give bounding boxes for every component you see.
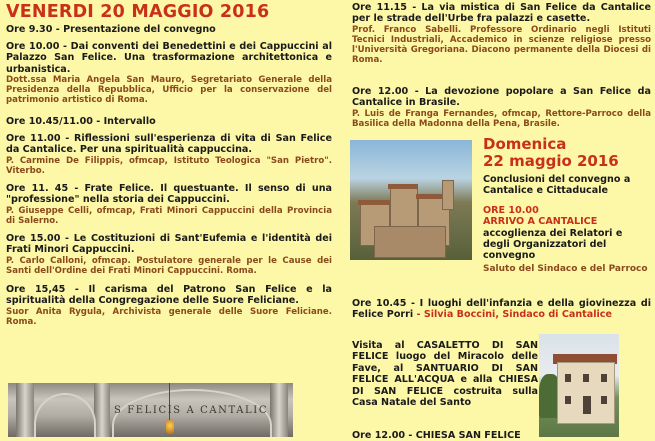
item-time: Ore 9.30 — [6, 24, 53, 35]
stone-altar-photo — [8, 383, 293, 437]
speaker-text: Suor Anita Rygula, Archivista generale delle Suore Feliciane. Roma. — [6, 306, 332, 327]
item-time: Ore 10.45/11.00 — [6, 116, 93, 127]
item-text: - Presentazione del convegno — [52, 24, 216, 35]
item-text: - La devozione popolare a San Felice da Cantalice in Brasile. — [352, 86, 651, 109]
item-time: Ore 11.15 — [352, 2, 407, 13]
day-title-friday: VENERDI 20 MAGGIO 2016 — [6, 2, 270, 22]
item-time: Ore 10.45 — [352, 298, 407, 309]
casaletto-house-photo — [539, 334, 619, 437]
last-line: Ore 12.00 - CHIESA SAN FELICE — [352, 430, 521, 441]
item-text: - Dai conventi dei Benedettini e dei Cappuccini al Palazzo San Felice. Una trasformazione architettonica e urbanistica. — [6, 41, 332, 75]
item-time: Ore 10.00 — [6, 41, 60, 52]
arrival-text: accoglienza dei Relatori e degli Organizzatori del convegno — [483, 227, 623, 262]
item-text: - Il carisma del Patrono San Felice e la spiritualità della Congregazione delle Suore Feliciane. — [6, 284, 332, 307]
speaker-text: Prof. Franco Sabelli. Professore Ordinario negli Istituti Tecnici Industriali, Accademico in scienze religiose presso l'Università Gregoriana. Diacono permanente della Diocesi di Roma. — [352, 24, 651, 65]
speaker-text: P. Giuseppe Celli, ofmcap, Frati Minori Cappuccini della Provincia di Salerno. — [6, 205, 332, 226]
speaker-text: P. Carlo Calloni, ofmcap. Postulatore generale per le Cause dei Santi dell'Ordine dei Frati Minori Cappuccini. Roma. — [6, 255, 332, 276]
item-text: - Riflessioni sull'esperienza di vita di San Felice da Cantalice. Per una spiritualità cappuccina. — [6, 133, 332, 156]
item-time: Ore 15.00 — [6, 233, 61, 244]
program-item-1500 — [6, 233, 332, 276]
visit-text: Visita al CASALETTO DI SAN FELICE luogo del Miracolo delle Fave, al SANTUARIO DI SAN FELICE ALL'ACQUA e alla CHIESA DI SAN FELICE costruita sulla Casa Natale del Santo — [352, 340, 538, 409]
photo-inscription: S FELICIS A CANTALIC — [114, 405, 269, 416]
speaker-text: Dott.ssa Maria Angela San Mauro, Segretariato Generale della Presidenza della Repubblica, Ufficio per la conservazione del patrimonio artistico di Roma. — [6, 75, 332, 106]
arrival-time: ORE 10.00 — [483, 204, 539, 216]
program-item-1045 — [352, 298, 651, 321]
sunday-header — [483, 136, 653, 170]
item-text: - Intervallo — [92, 116, 156, 127]
hanging-lamp-icon — [166, 420, 174, 434]
program-item-0930 — [6, 24, 332, 35]
day-name-sunday: Domenica — [483, 135, 567, 153]
cantalice-village-photo — [350, 140, 472, 260]
speaker-text: P. Luis de Franga Fernandes, ofmcap, Rettore-Parroco della Basilica della Madonna della Pena, Brasile. — [352, 108, 651, 129]
item-time: Ore 12.00 — [352, 86, 409, 97]
item-time: Ore 11. 45 — [6, 183, 69, 194]
item-text: - Frate Felice. Il questuante. Il senso di una "professione" nella storia dei Cappuccini. — [6, 183, 333, 206]
item-text: - I luoghi dell'infanzia e della giovinezza di Felice Porri — [352, 298, 651, 321]
program-item-1145 — [6, 183, 332, 226]
program-item-1115 — [352, 2, 651, 65]
arrival-title: ARRIVO A CANTALICE — [483, 216, 598, 228]
program-item-1545 — [6, 284, 332, 327]
item-speaker: - Silvia Boccini, Sindaco di Cantalice — [413, 309, 612, 321]
day-date-sunday: 22 maggio 2016 — [483, 152, 619, 170]
sunday-intro — [483, 174, 651, 275]
item-text: - La via mistica di San Felice da Cantalice per le strade dell'Urbe fra palazzi e casette. — [352, 2, 651, 25]
program-item-1100 — [6, 133, 332, 176]
speaker-text: P. Carmine De Filippis, ofmcap, Istituto Teologica "San Pietro". Viterbo. — [6, 155, 332, 176]
visit-block — [352, 340, 538, 408]
item-time: Ore 11.00 — [6, 133, 61, 144]
conclusion-text: Conclusioni del convegno a Cantalice e Cittaducale — [483, 174, 631, 197]
item-text: - Le Costituzioni di Sant'Eufemia e l'identità dei Frati Minori Cappuccini. — [6, 233, 332, 256]
program-item-1200-chiesa — [352, 430, 552, 441]
program-item-intervallo — [6, 116, 332, 127]
item-time: Ore 15,45 — [6, 284, 66, 295]
program-item-1200-brasile — [352, 86, 651, 129]
arrival-speaker: Saluto del Sindaco e del Parroco — [483, 263, 648, 274]
program-item-1000 — [6, 41, 332, 105]
